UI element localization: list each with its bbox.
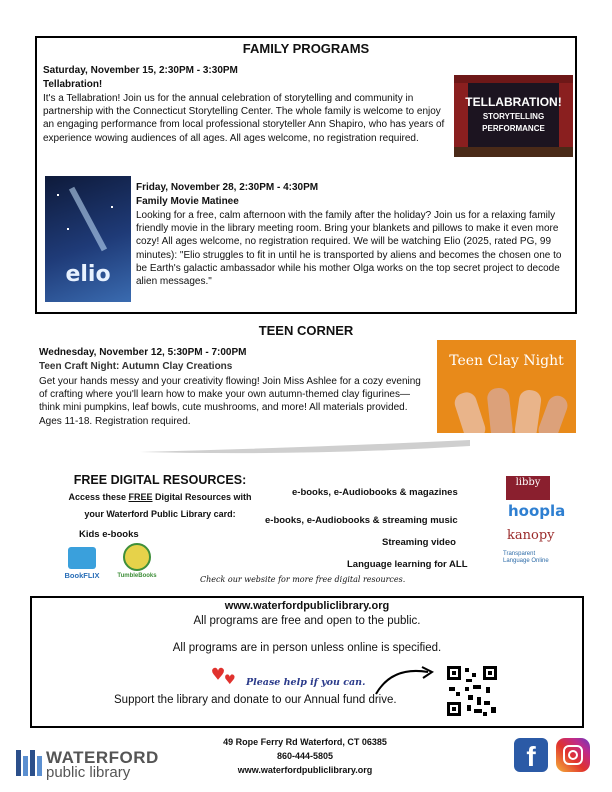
digital-heading: FREE DIGITAL RESOURCES:	[73, 473, 247, 487]
event1-date: Saturday, November 15, 2:30PM - 3:30PM	[43, 65, 238, 76]
heart-icon: ♥	[225, 670, 235, 689]
teen-body: Get your hands messy and your creativity flowing! Join Miss Ashlee for a cozy evening of crafting where you'll learn how to make your own autumn-themed clay figurines—think mini pumpkins, leaf bowls, cute mushrooms, and more! All materials provided. Ages 11-18. Registration required.	[39, 376, 421, 427]
resource-row-kanopy: Streaming video	[382, 537, 456, 548]
logo-bar	[23, 756, 28, 776]
logo-top-text: WATERFORD	[46, 748, 159, 767]
arrow-icon	[372, 664, 438, 696]
resource-row-libby: e-books, e-Audiobooks & magazines	[292, 487, 458, 498]
hand-shape	[486, 387, 513, 433]
footer-web[interactable]: www.waterfordpubliclibrary.org	[237, 765, 373, 775]
poster-star	[67, 228, 69, 230]
hearts-icon	[212, 662, 242, 692]
tellabration-image-sub2: PERFORMANCE	[482, 124, 545, 133]
logo-bar	[16, 750, 21, 776]
logo-bar	[30, 750, 35, 776]
waterford-logo	[16, 748, 181, 782]
resource-row-transparent: Language learning for ALL	[347, 559, 468, 570]
tellabration-image	[454, 75, 573, 157]
bookflix-book-icon	[68, 547, 96, 569]
bookflix-logo[interactable]	[60, 545, 104, 585]
qr-code[interactable]	[446, 665, 498, 717]
libby-logo-text: libby	[515, 477, 541, 488]
libby-logo[interactable]	[506, 476, 550, 500]
digital-sub1-free: FREE	[128, 492, 153, 502]
teen-clay-night-image-text: Teen Clay Night	[449, 353, 564, 369]
hoopla-logo[interactable]: hoopla	[508, 502, 566, 520]
poster-title: elio	[65, 262, 111, 287]
event2-body: Looking for a free, calm afternoon with the family after the holiday? Join us for a relaxing family friendly movie in the library meeting room. Bring your blankets and pillows to make it even more cozy! All ages welcome, no registration required. We will be watching Elio (2025, rated PG, 99 minutes): "Elio struggles to fit in until he is transported by aliens and becomes the chosen one to be Earth's galactic ambassador while his mother Olga works on the top secret project to decode alien messages."	[136, 210, 562, 288]
digital-sub1	[40, 492, 280, 502]
teen-title: Teen Craft Night: Autumn Clay Creations	[39, 361, 233, 372]
support-line: Support the library and donate to our Annual fund drive.	[114, 694, 397, 706]
event2-title: Family Movie Matinee	[136, 196, 239, 207]
digital-note: Check our website for more free digital resources.	[200, 575, 406, 584]
kanopy-logo[interactable]: kanopy	[507, 528, 555, 543]
teen-date: Wednesday, November 12, 5:30PM - 7:00PM	[39, 347, 247, 358]
family-programs-heading: FAMILY PROGRAMS	[242, 41, 370, 56]
poster-star	[57, 194, 59, 196]
tellabration-image-title: TELLABRATION!	[465, 95, 562, 109]
facebook-icon[interactable]: f	[514, 738, 548, 772]
stage-floor	[454, 147, 573, 157]
transparent-language-logo[interactable]: Transparent Language Online	[503, 551, 549, 564]
in-person-line: All programs are in person unless online is specified.	[172, 642, 442, 654]
event2-date: Friday, November 28, 2:30PM - 4:30PM	[136, 182, 319, 193]
tumblebooks-globe-icon	[123, 543, 151, 571]
footer-address: 49 Rope Ferry Rd Waterford, CT 06385	[223, 737, 387, 747]
poster-light-beam	[69, 187, 107, 252]
digital-sub2: your Waterford Public Library card:	[84, 509, 236, 519]
heart-icon: ♥	[212, 662, 225, 686]
elio-poster	[45, 176, 131, 302]
digital-sub1-pre: Access these	[68, 492, 129, 502]
curtain-top	[454, 75, 573, 83]
poster-star	[111, 206, 113, 208]
teen-corner-heading: TEEN CORNER	[258, 323, 354, 338]
tumblebooks-logo[interactable]	[112, 543, 162, 585]
resource-row-hoopla: e-books, e-Audiobooks & streaming music	[265, 515, 458, 526]
logo-bottom-text: public library	[46, 764, 131, 781]
instagram-lens	[568, 750, 578, 760]
logo-mark-icon	[16, 750, 42, 776]
event1-title: Tellabration!	[43, 79, 103, 90]
footer-phone: 860-444-5805	[276, 751, 334, 761]
digital-sub1-post: Digital Resources with	[152, 492, 252, 502]
divider-swoosh	[140, 438, 470, 458]
please-help-text: Please help if you can.	[246, 677, 366, 688]
kids-ebooks-label: Kids e-books	[79, 529, 139, 540]
teen-clay-night-image	[437, 340, 576, 433]
instagram-icon[interactable]	[556, 738, 590, 772]
bookflix-logo-text: BookFLIX	[64, 571, 100, 580]
event1-body: It's a Tellabration! Join us for the annual celebration of storytelling and community in partnership with the Connecticut Storytelling Center. The whole family is welcome to enjoy an engaging performance from local professional storyteller Ann Shapiro, who has years of experience wowing audiences of all ages. All ages welcome, no registration required.	[43, 93, 445, 144]
tumblebooks-logo-text: TumbleBooks	[117, 573, 157, 579]
hand-shape	[452, 390, 488, 433]
free-open-line: All programs are free and open to the public.	[193, 615, 421, 627]
tellabration-image-sub1: STORYTELLING	[482, 112, 545, 121]
library-url[interactable]: www.waterfordpubliclibrary.org	[224, 600, 390, 612]
logo-bar	[37, 756, 42, 776]
